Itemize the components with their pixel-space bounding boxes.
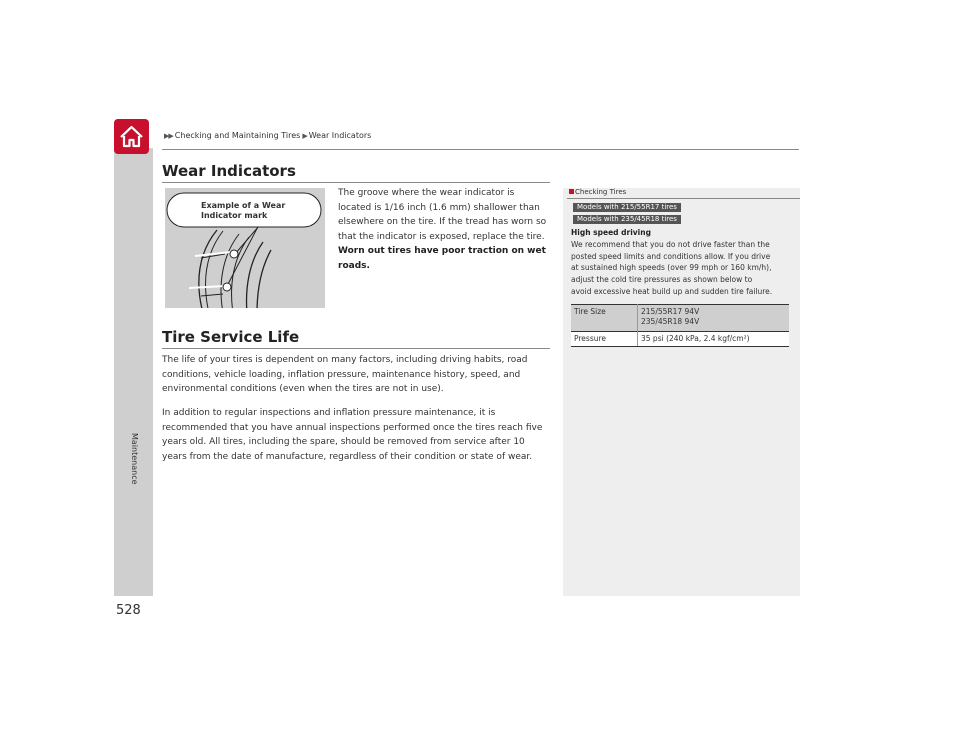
- tire-service-life-divider: [162, 348, 550, 349]
- tire-pressure-table: [571, 304, 789, 347]
- table-cell-label: Tire Size: [571, 305, 638, 332]
- section-label: [123, 433, 143, 595]
- breadcrumb-arrow-icon: ▶▶: [164, 132, 173, 140]
- wear-indicators-heading: Wear Indicators: [162, 162, 296, 180]
- breadcrumb-separator-icon: ▶: [302, 132, 307, 140]
- table-cell-label: Pressure: [571, 332, 638, 347]
- table-cell-value: 215/55R17 94V 235/45R18 94V: [638, 305, 790, 332]
- breadcrumb: [164, 131, 371, 140]
- note-icon: [569, 189, 574, 194]
- tire-service-life-heading: Tire Service Life: [162, 328, 300, 346]
- wear-indicators-divider: [162, 182, 550, 183]
- home-button[interactable]: [114, 119, 149, 154]
- model-tag-235: Models with 235/45R18 tires: [573, 215, 681, 224]
- table-cell-value: 35 psi (240 kPa, 2.4 kgf/cm²): [638, 332, 790, 347]
- figure-caption: Example of a Wear Indicator mark: [201, 201, 286, 220]
- wear-warning: Worn out tires have poor traction on wet roads.: [338, 246, 546, 271]
- breadcrumb-item-checking-tires[interactable]: Checking and Maintaining Tires: [174, 131, 301, 140]
- sidebar-title: Checking Tires: [569, 188, 626, 196]
- sidebar-subheading: High speed driving: [571, 228, 651, 237]
- page-number: 528: [116, 603, 141, 618]
- tire-life-paragraph-2: In addition to regular inspections and inflation pressure maintenance, it is recommended that you have annual inspections performed once the tires reach five years old. All tires, including the spare, should be removed from service after 10 years from the date of manufacture, regardless of their condition or state of wear.: [162, 408, 543, 462]
- breadcrumb-item-wear-indicators: Wear Indicators: [308, 131, 372, 140]
- table-row: [571, 332, 789, 347]
- breadcrumb-divider: [162, 149, 799, 150]
- section-label-text: Maintenance: [130, 433, 139, 485]
- wear-indicators-text: The groove where the wear indicator is located is 1/16 inch (1.6 mm) shallower than elsewhere on the tire. If the tread has worn so that the indicator is exposed, replace the tire. Worn out tires have poor traction on wet roads.: [338, 186, 552, 273]
- home-icon: [114, 119, 149, 154]
- sidebar-divider: [567, 198, 800, 199]
- tire-life-paragraph-1: The life of your tires is dependent on many factors, including driving habits, road conditions, vehicle loading, inflation pressure, maintenance history, speed, and environmental conditions (even when the tires are not in use).: [162, 355, 528, 394]
- model-tag-215: Models with 215/55R17 tires: [573, 203, 681, 212]
- sidebar-body: We recommend that you do not drive faster than the posted speed limits and conditions allow. If you drive at sustained high speeds (over 99 mph or 160 km/h), adjust the cold tire pressures as shown below to avoid excessive heat build up and sudden tire failure.: [571, 240, 773, 296]
- table-row: [571, 305, 789, 332]
